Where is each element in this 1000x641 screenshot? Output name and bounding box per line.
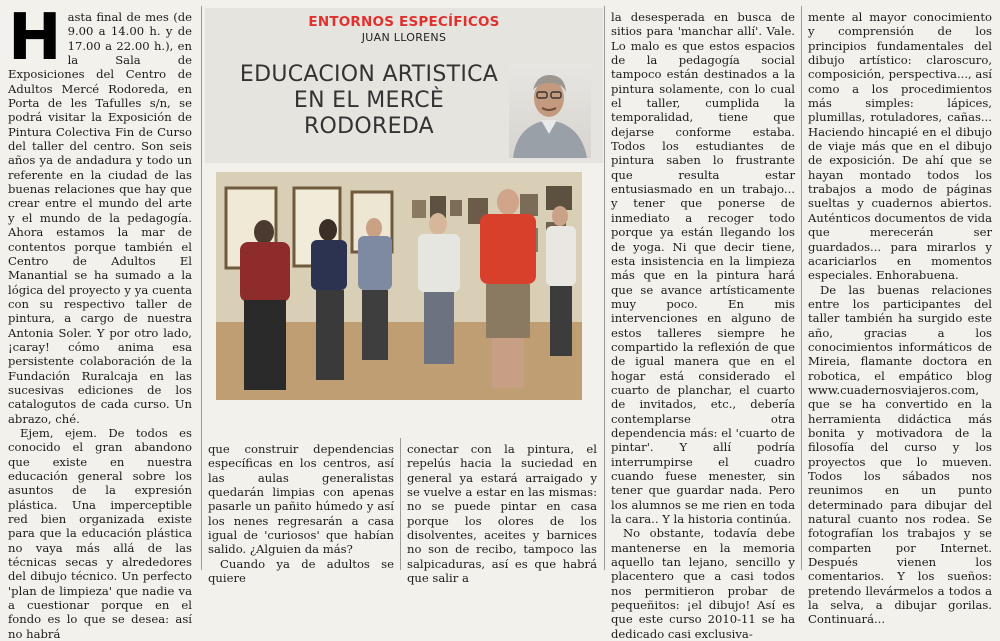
paragraph: Cuando ya de adultos se quiere	[208, 556, 394, 586]
paragraph: la desesperada en busca de sitios para 'manchar allí'. Vale. Lo malo es que estos espacios de la pedagogía social tampoco están destinados a la pintura solamente, con lo cual el taller, cumplida la temporalidad, tiene que dejarse conforme estaba. Todos los estudiantes de pintura saben lo frustrante que resulta estar entusiasmado en un trabajo... y tener que ponerse de inmediato a recoger todo porque ya están llegando los de yoga. Ni que decir tiene, esta insistencia en la limpieza más que en la pintura hará que se avance artísticamente muy poco. En mis intervenciones en alguno de estos talleres siempre he compartido la reflexión de que de igual manera que en el hogar está considerado el cuarto de planchar, el cuarto de invitados, etc., debería contemplarse otra dependencia más: el 'cuarto de pintar'. Y allí podría interrumpirse el cuadro cuando fuese menester, sin tener que guardar nada. Pero los alumnos se me rien en toda la cara.. Y la historia continúa.	[611, 10, 795, 527]
person-far-right	[546, 206, 576, 356]
paragraph	[8, 1, 192, 426]
paragraph: Ejem, ejem. De todos es conocido el gran abandono que existe en nuestra educación general sobre los asuntos de la expresión plástica. Una imperceptible red bien organizada existe para que la educación plástica no vaya más allá de las técnicas secas y alrededores del dibujo técnico. Un perfecto 'plan de limpieza' que nadie va a cuestionar porque en el fondo es lo que se desea: así no habrá	[8, 425, 192, 641]
paragraph: que construir dependencias específicas en los centros, así las aulas generalistas quedarán limpias con apenas pasarle un pañito húmedo y así los nenes regresarán a casa igual de 'curiosos' que habían salido. ¿Alguien da más?	[208, 442, 394, 557]
person-striped-shirt	[311, 219, 347, 380]
paragraph-text: asta final de mes (de 9.00 a 14.00 h. y de 17.00 a 22.00 h.), en la Sala de Exposiciones del Centro de Adultos Mercé Rodoreda, en Porta de les Tafulles s/n, se podrá visitar la Exposición de Pintura Colectiva Fin de Curso del taller del centro. Son seis años ya de andadura y todo un referente en la ciudad de las buenas relaciones que hay que crear entre el mundo del arte y el mundo de la pedagogía. Ahora estamos la mar de contentos porque también el Centro de Adultos El Manantial se ha sumado a la lógica del proyecto y ya cuenta con su respectivo taller de pintura, a cargo de nuestra Antonia Soler. Y por otro lado, ¡caray! cómo anima esa persistente colaboración de la Fundación Ruralcaja en las sucesivas ediciones de los catalogutos de cada curso. Un abrazo, ché.	[8, 10, 192, 426]
article-title	[214, 62, 524, 140]
paragraph: conectar con la pintura, el repelús hacia la suciedad en general ya estará arraigado y se vuelve a estar en las mismas: no se puede pintar en casa porque los olores de los disolventes, aceites y barnices no son de recibo, tampoco las salpicaduras, así es que habrá que salir a	[407, 442, 597, 586]
person-red-shirt-left	[240, 220, 290, 390]
section-label: ENTORNOS ESPECÍFICOS	[308, 14, 500, 30]
column-rule	[801, 6, 802, 570]
author-portrait	[509, 64, 591, 158]
column-rule	[604, 6, 605, 570]
column-2	[208, 442, 394, 585]
column-rule	[400, 438, 401, 570]
paragraph: De las buenas relaciones entre los participantes del taller también ha surgido este año, gracias a los conocimientos informáticos de Mireia, flamante doctora en robotica, el empático blog www.cuadernosviajeros.com, que se ha convertido en la herramienta didáctica más bonita y motivadora de la filosofía del curso y los proyectos que lo mueven. Todos los sábados nos reunimos en un punto determinado para dibujar del natural cuanto nos rodea. Se fotografían los trabajos y se comparten por Internet. Después vienen los comentarios. Y los sueños: pretendo llevármelos a todos a la selva, a dibujar gorilas. Continuará...	[808, 282, 992, 627]
title-line: EDUCACION ARTISTICA	[239, 62, 499, 87]
workshop-photo	[216, 172, 582, 400]
paragraph: mente al mayor conocimiento y comprensión de los principios fundamentales del dibujo artístico: claroscuro, composición, perspectiva..., así como a los procedimientos más simples: lápices, plumillas, rotuladores, cañas... Haciendo hincapié en el dibujo de viaje más que en el dibujo de exposición. De ahí que se hayan montado todos los trabajos a modo de páginas sueltas y cuadernos abiertos. Auténticos documentos de vida que merecerán ser guardados... para mirarlos y acariciarlos en momentos especiales. Enhorabuena.	[808, 10, 992, 283]
column-3	[407, 442, 597, 585]
paragraph: No obstante, todavía debe mantenerse en la memoria aquello tan lejano, sencillo y placentero que a casi todos nos permitieron probar de pequeñitos: ¡el dibujo! Así es que este curso 2010-11 se ha dedicado casi exclusiva-	[611, 526, 795, 641]
person-grey-shirt	[358, 218, 392, 360]
author-name: JUAN LLORENS	[361, 31, 447, 44]
column-1	[8, 1, 192, 641]
column-rule	[201, 6, 202, 570]
title-line: RODOREDA	[303, 114, 435, 139]
person-white-shirt	[418, 213, 460, 364]
column-4	[611, 10, 795, 641]
column-5	[808, 10, 992, 627]
drop-cap: H	[8, 1, 62, 75]
title-line: EN EL MERCÈ	[293, 88, 445, 113]
